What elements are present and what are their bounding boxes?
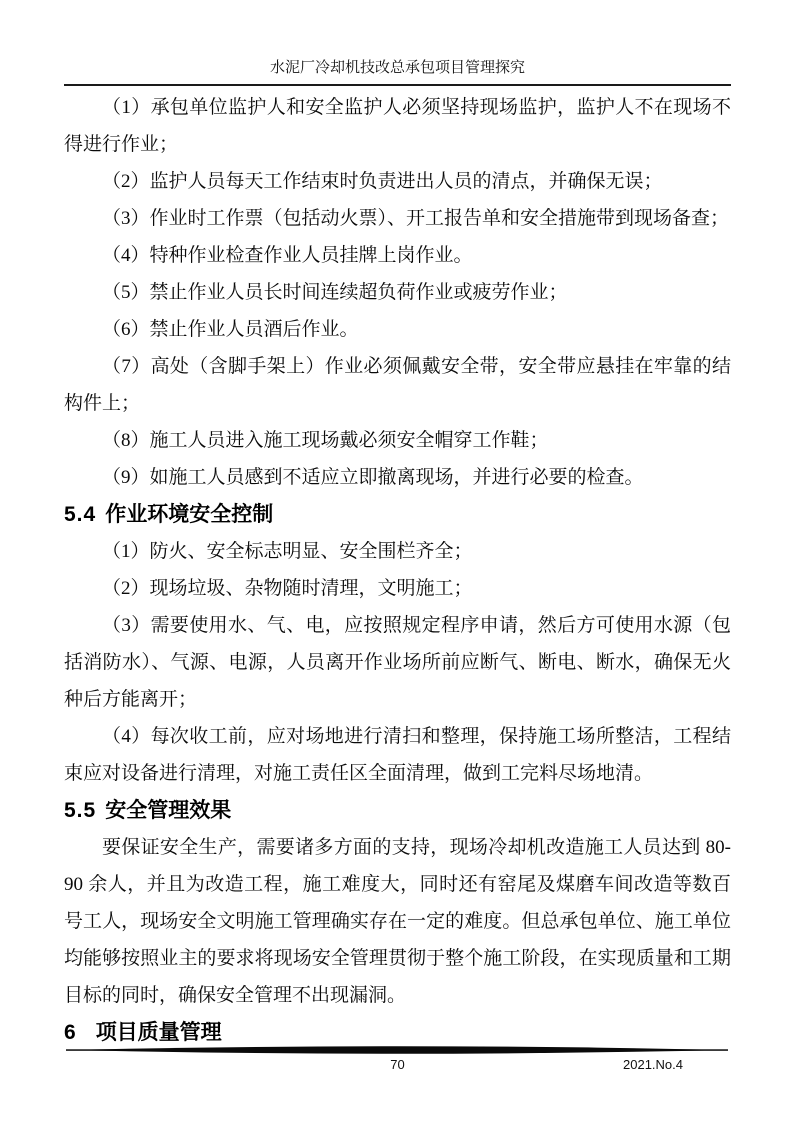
list-item: （1）承包单位监护人和安全监护人必须坚持现场监护，监护人不在现场不得进行作业； <box>64 97 731 155</box>
section-number: 6 <box>64 1021 77 1044</box>
list-item: （8）施工人员进入施工现场戴必须安全帽穿工作鞋； <box>102 430 549 451</box>
page-footer <box>64 1056 731 1074</box>
page-number: 70 <box>390 1057 405 1072</box>
section-title: 项目质量管理 <box>95 1021 222 1044</box>
footer-divider-bar <box>66 1045 728 1055</box>
list-item: （1）防火、安全标志明显、安全围栏齐全； <box>102 541 473 562</box>
list-item: （7）高处（含脚手架上）作业必须佩戴安全带，安全带应悬挂在牢靠的结构件上； <box>64 356 731 414</box>
list-item: （4）特种作业检查作业人员挂牌上岗作业。 <box>102 245 473 266</box>
list-item: （3）需要使用水、气、电，应按照规定程序申请，然后方可使用水源（包括消防水）、气源、电源，人员离开作业场所前应断气、断电、断水，确保无火种后方能离开； <box>64 615 731 710</box>
list-item: （5）禁止作业人员长时间连续超负荷作业或疲劳作业； <box>102 282 568 303</box>
issue-label: 2021.No.4 <box>623 1057 683 1072</box>
page-header <box>64 58 731 86</box>
section-heading-5-4 <box>64 496 731 533</box>
section-title: 作业环境安全控制 <box>105 503 274 526</box>
list-item: （2）监护人员每天工作结束时负责进出人员的清点，并确保无误； <box>102 171 663 192</box>
section-heading-5-5 <box>64 792 731 829</box>
list-item: （4）每次收工前，应对场地进行清扫和整理，保持施工场所整洁，工程结束应对设备进行清理，对施工责任区全面清理，做到工完料尽场地清。 <box>64 726 731 784</box>
list-item: （3）作业时工作票（包括动火票）、开工报告单和安全措施带到现场备查； <box>102 208 730 229</box>
section-number: 5.4 <box>64 503 97 526</box>
list-item: （6）禁止作业人员酒后作业。 <box>102 319 359 340</box>
page-content <box>64 89 731 1051</box>
paragraph: 要保证安全生产，需要诸多方面的支持，现场冷却机改造施工人员达到 80-90 余人，并且为改造工程，施工难度大，同时还有窑尾及煤磨车间改造等数百号工人，现场安全文明施工管理确实存在一定的难度。但总承包单位、施工单位均能够按照业主的要求将现场安全管理贯彻于整个施工阶段，在实现质量和工期目标的同时，确保安全管理不出现漏洞。 <box>64 837 731 1006</box>
list-item: （2）现场垃圾、杂物随时清理，文明施工； <box>102 578 473 599</box>
running-title: 水泥厂冷却机技改总承包项目管理探究 <box>269 60 525 76</box>
section-title: 安全管理效果 <box>105 799 232 822</box>
list-item: （9）如施工人员感到不适应立即撤离现场，并进行必要的检查。 <box>102 467 644 488</box>
section-number: 5.5 <box>64 799 97 822</box>
